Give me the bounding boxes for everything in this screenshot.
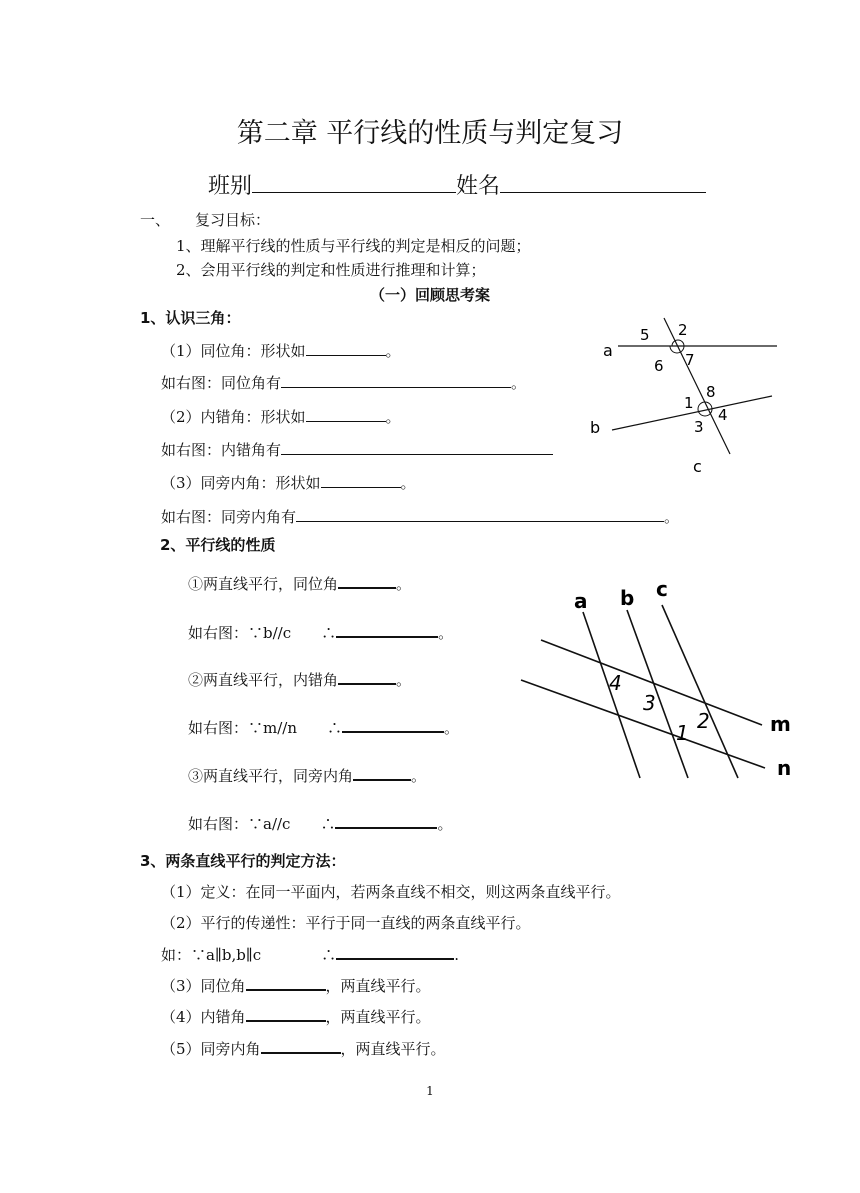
fig1-num-2: 2	[678, 321, 688, 339]
s3-definition: （1）定义：在同一平面内，若两条直线不相交，则这两条直线平行。	[161, 883, 621, 901]
page-title: 第二章 平行线的性质与判定复习	[236, 118, 624, 149]
s3-example	[161, 944, 459, 965]
s2-prop-1-text: ①两直线平行，同位角	[188, 575, 339, 593]
fig2-num-1: 1	[676, 721, 689, 745]
fig1-label-b: b	[590, 418, 601, 437]
line-b-2	[627, 610, 688, 778]
line-a-2	[583, 612, 640, 778]
fig2-label-n: n	[777, 756, 792, 780]
s1-line-4-text: 如右图：内错角有	[161, 441, 282, 459]
s2-prop-1-end: 。	[396, 575, 412, 593]
s2-reason-1-end: 。	[438, 624, 454, 642]
s2-reason-3-end: 。	[437, 815, 453, 833]
s1-line-6-end: 。	[664, 508, 680, 526]
s3-example-text: 如：∵a∥b,b∥c ∴	[161, 946, 337, 964]
fig1-num-4: 4	[718, 406, 728, 424]
fig1-num-3: 3	[694, 418, 704, 436]
fig2-label-c: c	[656, 577, 668, 601]
alternate-blank[interactable]	[246, 1006, 326, 1022]
s3-co-interior	[161, 1038, 446, 1059]
section-1-heading: 1、认识三角：	[140, 309, 241, 327]
fig1-num-5: 5	[640, 326, 650, 344]
fig1-num-1: 1	[684, 394, 694, 412]
transitivity-blank[interactable]	[336, 944, 454, 960]
page-number: 1	[426, 1084, 434, 1098]
s3-co-interior-tail: ，两直线平行。	[340, 1040, 446, 1058]
fig2-label-a: a	[574, 589, 588, 613]
section-2-heading: 2、平行线的性质	[160, 536, 276, 554]
s1-line-5-text: （3）同旁内角：形状如	[161, 474, 321, 492]
s1-line-6-text: 如右图：同旁内角有	[161, 508, 297, 526]
s1-line-3-end: 。	[385, 408, 401, 426]
section-3-heading: 3、两条直线平行的判定方法：	[140, 852, 346, 870]
name-label: 姓名	[456, 174, 501, 199]
s3-co-interior-text: （5）同旁内角	[161, 1040, 261, 1058]
s2-prop-3-text: ③两直线平行，同旁内角	[188, 767, 354, 785]
s2-prop-2-end: 。	[396, 671, 412, 689]
fig2-num-2: 2	[697, 709, 710, 733]
s3-corresponding-text: （3）同位角	[161, 977, 246, 995]
fig1-num-8: 8	[706, 383, 716, 401]
fig1-label-a: a	[603, 341, 613, 360]
goal-item-1: 1、理解平行线的性质与平行线的判定是相反的问题；	[176, 237, 531, 255]
s1-line-1-text: （1）同位角：形状如	[161, 342, 306, 360]
fig2-num-3: 3	[643, 691, 656, 715]
goal-item-2: 2、会用平行线的判定和性质进行推理和计算；	[176, 261, 486, 279]
s1-line-5-end: 。	[400, 474, 416, 492]
goals-heading-number: 一、	[140, 211, 171, 229]
s3-alternate-tail: ，两直线平行。	[325, 1008, 431, 1026]
co-interior-blank[interactable]	[261, 1038, 341, 1054]
fig2-label-m: m	[770, 712, 791, 736]
s3-alternate-text: （4）内错角	[161, 1008, 246, 1026]
corresponding-blank[interactable]	[246, 975, 326, 991]
s3-transitivity: （2）平行的传递性：平行于同一直线的两条直线平行。	[161, 914, 531, 932]
s2-reason-2-end: 。	[444, 719, 460, 737]
s1-line-1-end: 。	[385, 342, 401, 360]
s2-reason-2-text: 如右图：∵m//n ∴	[188, 719, 342, 737]
case-heading: （一）回顾思考案	[369, 286, 490, 304]
s1-line-2-end: 。	[511, 374, 527, 392]
s1-line-3-text: （2）内错角：形状如	[161, 408, 306, 426]
s3-alternate	[161, 1006, 431, 1027]
s3-corresponding-tail: ，两直线平行。	[325, 977, 431, 995]
s1-line-2-text: 如右图：同位角有	[161, 374, 282, 392]
fig1-label-c: c	[693, 457, 702, 476]
s2-reason-3-text: 如右图：∵a//c ∴	[188, 815, 336, 833]
fig2-num-4: 4	[609, 671, 622, 695]
class-label: 班别	[208, 174, 253, 199]
s3-example-end: .	[454, 946, 459, 964]
s3-corresponding	[161, 975, 431, 996]
fig2-label-b: b	[620, 586, 635, 610]
fig1-num-7: 7	[685, 351, 695, 369]
s2-reason-1-text: 如右图：∵b//c ∴	[188, 624, 337, 642]
fig1-num-6: 6	[654, 357, 664, 375]
goals-heading: 复习目标：	[195, 211, 271, 229]
s2-prop-3-end: 。	[411, 767, 427, 785]
s2-prop-2-text: ②两直线平行，内错角	[188, 671, 339, 689]
